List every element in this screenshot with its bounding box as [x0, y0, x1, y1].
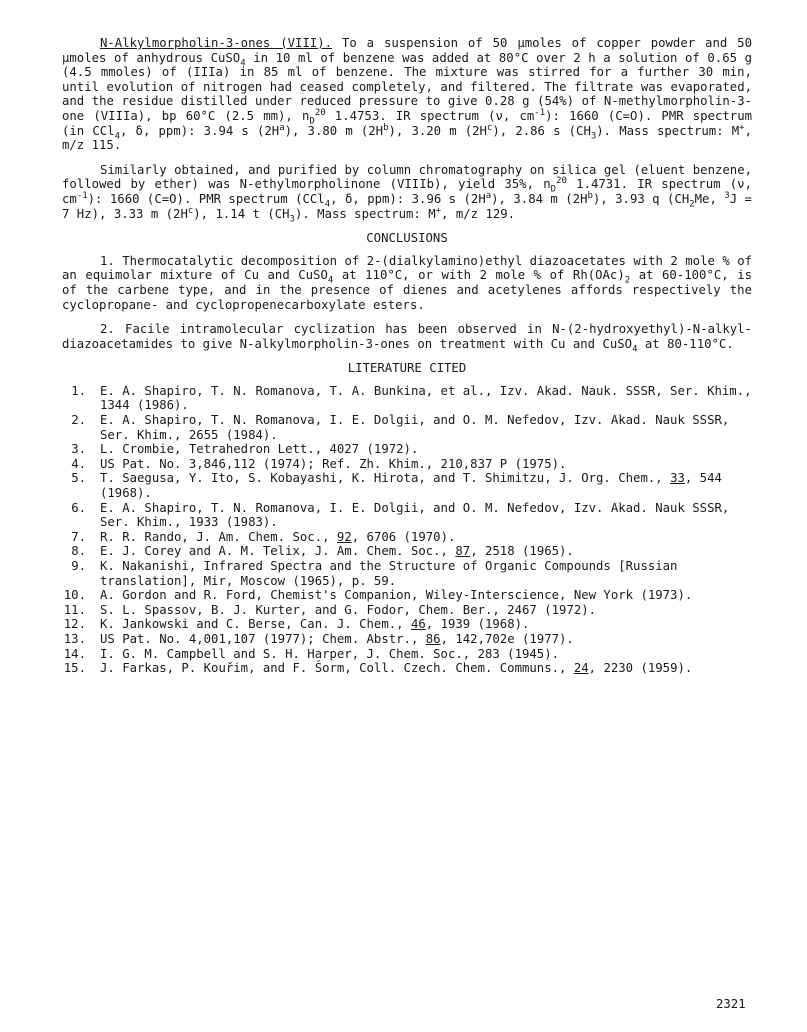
reference-item: 15. J. Farkas, P. Kouřim, and F. Šorm, Coll. Czech. Chem. Communs., 24, 2230 (1959).	[63, 661, 693, 676]
reference-item: 4. US Pat. No. 3,846,112 (1974); Ref. Zh. Khim., 210,837 P (1975).	[71, 456, 567, 471]
reference-item: 8. E. J. Corey and A. M. Telix, J. Am. Chem. Soc., 87, 2518 (1965).	[71, 544, 574, 559]
journal-volume: 86	[425, 631, 441, 646]
paper-page	[62, 36, 752, 676]
reference-item: 13. US Pat. No. 4,001,107 (1977); Chem. Abstr., 86, 142,702e (1977).	[63, 631, 574, 646]
reference-item: 5. T. Saegusa, Y. Ito, S. Kobayashi, K. Hirota, and T. Shimitzu, J. Org. Chem., 33, 544 (1968).	[71, 471, 722, 501]
section-title: N-Alkylmorpholin-3-ones (VIII).	[100, 36, 333, 50]
journal-volume: 87	[455, 544, 471, 559]
experimental-paragraph-2: Similarly obtained, and purified by column chromatography on silica gel (eluent benzene, followed by ether) was N-ethylmorpholinone (VIIIb), yield 35%, $n_D^{20}$ 1.4731. IR spectrum (ν, $cm^{-1}$): 1660 (C=O). PMR spectrum (CCl$_4$, δ, ppm): 3.96 s $(2H^a)$, 3.84 m $(2H^b)$, 3.93 q ($CH_2Me$, $^3$J = 7 Hz), 3.33 m $(2H^c)$, 1.14 t $(CH_3)$. Mass spectrum: M+, m/z 129.	[62, 162, 752, 224]
experimental-paragraph-1: N-Alkylmorpholin-3-ones (VIII). To a suspension of 50 μmoles of copper powder and 50 μmoles of anhydrous CuSO$_4$ in 10 ml of benzene was added at 80°C over 2 h a solution of 0.65 g (4.5 mmoles) of (IIIa) in 85 ml of benzene. The mixture was stirred for a further 30 min, until evolution of nitrogen had ceased completely, and filtered. The filtrate was evaporated, and the residue distilled under reduced pressure to give 0.28 g (54%) of N-methylmorpholin-3-one (VIIIa), bp 60°C (2.5 mm), $n_D^{20}$ 1.4753. IR spectrum (ν, $cm^{-1}$): 1660 (C=O). PMR spectrum (in CCl$_4$, δ, ppm): 3.94 s $(2H^a)$, 3.80 m $(2H^b)$, 3.20 m $(2H^c)$, 2.86 s $(CH_3)$. Mass spectrum: M+, m/z 115.	[62, 36, 752, 153]
reference-item: 11. S. L. Spassov, B. J. Kurter, and G. Fodor, Chem. Ber., 2467 (1972).	[63, 602, 597, 617]
reference-item: 1. E. A. Shapiro, T. N. Romanova, T. A. Bunkina, et al., Izv. Akad. Nauk. SSSR, Ser. Khim., 1344 (1986).	[71, 383, 752, 413]
conclusion-1: 1. Thermocatalytic decomposition of 2-(dialkylamino)ethyl diazoacetates with 2 mole % of an equimolar mixture of Cu and CuSO$_4$ at 110°C, or with 2 mole % of $Rh(OAc)_2$ at 60-100°C, is of the carbene type, and in the presence of dienes and acetylenes affords respectively the cyclopropane- and cyclopropenecarboxylate esters.	[62, 253, 752, 312]
page-number: 2321	[716, 997, 746, 1011]
conclusions-heading: CONCLUSIONS	[366, 231, 448, 246]
journal-volume: 46	[410, 617, 426, 632]
reference-item: 2. E. A. Shapiro, T. N. Romanova, I. E. Dolgii, and O. M. Nefedov, Izv. Akad. Nauk SSSR, Ser. Khim., 2655 (1984).	[71, 413, 730, 442]
journal-volume: 92	[336, 529, 352, 544]
conclusion-2: 2. Facile intramolecular cyclization has been observed in N-(2-hydroxyethyl)-N-alkyl-diazoacetamides to give N-alkylmorpholin-3-ones on treatment with Cu and CuSO$_4$ at 80-110°C.	[62, 322, 752, 355]
reference-item: 10. A. Gordon and R. Ford, Chemist's Companion, Wiley-Interscience, New York (1973).	[63, 588, 693, 603]
reference-list	[62, 384, 752, 676]
literature-heading: LITERATURE CITED	[347, 361, 467, 376]
reference-item: 9. K. Nakanishi, Infrared Spectra and the Structure of Organic Compounds [Russian translation], Mir, Moscow (1965), p. 59.	[71, 559, 678, 588]
reference-item: 3. L. Crombie, Tetrahedron Lett., 4027 (1972).	[71, 442, 419, 457]
reference-item: 6. E. A. Shapiro, T. N. Romanova, I. E. Dolgii, and O. M. Nefedov, Izv. Akad. Nauk SSSR, Ser. Khim., 1933 (1983).	[71, 500, 730, 530]
reference-item: 14. I. G. M. Campbell and S. H. Harper, J. Chem. Soc., 283 (1945).	[63, 646, 560, 661]
reference-item: 12. K. Jankowski and C. Berse, Can. J. Chem., 46, 1939 (1968).	[63, 617, 530, 632]
journal-volume: 33	[670, 471, 685, 486]
reference-item: 7. R. R. Rando, J. Am. Chem. Soc., 92, 6706 (1970).	[71, 529, 456, 544]
journal-volume: 24	[573, 661, 589, 676]
